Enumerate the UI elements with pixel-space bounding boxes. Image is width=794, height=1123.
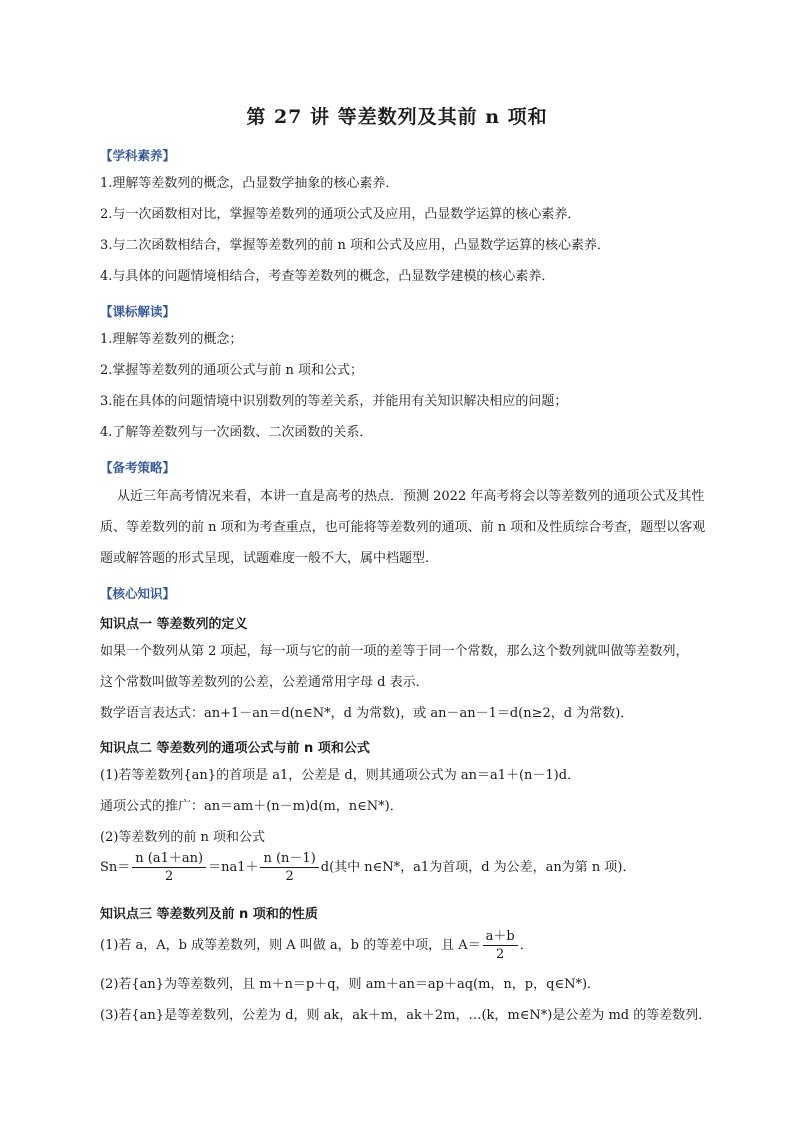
kp2-line: (2)等差数列的前 n 项和公式	[100, 830, 266, 845]
sum-formula-middle: ＝na1＋	[208, 860, 259, 875]
sum-formula-prefix: Sn＝	[100, 860, 131, 875]
middle-term-fraction	[483, 928, 518, 963]
beikao-paragraph-line: 质、等差数列的前 n 项和为考查重点，也可能将等差数列的通项、前 n 项和及性质综合考查，题型以客观	[100, 520, 706, 535]
fraction-denominator: 2	[285, 869, 294, 884]
section-heading-kebiao: 【课标解读】	[100, 304, 176, 319]
section-heading-hexin: 【核心知识】	[100, 586, 176, 601]
kebiao-item: 2.掌握等差数列的通项公式与前 n 项和公式；	[100, 363, 364, 378]
section-heading-beikao: 【备考策略】	[100, 460, 176, 475]
kp1-line: 数学语言表达式：an+1－an＝d(n∈N*，d 为常数)，或 an－an－1＝d(n≥2，d 为常数)．	[100, 706, 634, 721]
section-heading-xueke: 【学科素养】	[100, 148, 176, 163]
sum-formula	[100, 850, 636, 885]
beikao-paragraph-line: 从近三年高考情况来看，本讲一直是高考的热点．预测 2022 年高考将会以等差数列的通项公式及其性	[117, 489, 705, 504]
kp2-line: (1)若等差数列{an}的首项是 a1，公差是 d，则其通项公式为 an＝a1＋(n－1)d．	[100, 768, 581, 783]
xueke-item: 4.与具体的问题情境相结合，考查等差数列的概念，凸显数学建模的核心素养．	[100, 269, 555, 284]
fraction-denominator: 2	[165, 869, 174, 884]
beikao-paragraph-line: 题或解答题的形式呈现，试题难度一般不大，属中档题型.	[100, 551, 430, 566]
sum-formula-fraction-2	[260, 850, 318, 885]
kebiao-item: 3.能在具体的问题情境中识别数列的等差关系，并能用有关知识解决相应的问题；	[100, 394, 568, 409]
fraction-numerator: n (a1＋an)	[132, 850, 206, 868]
knowledge-point-title: 知识点三 等差数列及前 n 项和的性质	[100, 907, 318, 922]
kp3-line1-suffix: ．	[519, 938, 533, 953]
kp3-line	[100, 928, 533, 963]
fraction-numerator: n (n－1)	[260, 850, 318, 868]
kp1-line: 这个常数叫做等差数列的公差，公差通常用字母 d 表示．	[100, 675, 429, 690]
kp1-line: 如果一个数列从第 2 项起，每一项与它的前一项的差等于同一个常数，那么这个数列就叫做等差数列，	[100, 644, 689, 659]
xueke-item: 1.理解等差数列的概念，凸显数学抽象的核心素养．	[100, 176, 399, 191]
xueke-item: 3.与二次函数相结合，掌握等差数列的前 n 项和公式及应用，凸显数学运算的核心素养．	[100, 238, 611, 253]
kp3-line1-prefix: (1)若 a，A，b 成等差数列，则 A 叫做 a，b 的等差中项，且 A＝	[100, 938, 481, 953]
knowledge-point-title: 知识点二 等差数列的通项公式与前 n 项和公式	[100, 741, 370, 756]
sum-formula-suffix: d(其中 n∈N*，a1为首项，d 为公差，an为第 n 项)．	[320, 860, 636, 875]
sum-formula-fraction-1	[132, 850, 206, 885]
xueke-item: 2.与一次函数相对比，掌握等差数列的通项公式及应用，凸显数学运算的核心素养．	[100, 207, 581, 222]
kebiao-item: 1.理解等差数列的概念；	[100, 332, 243, 347]
knowledge-point-title: 知识点一 等差数列的定义	[100, 617, 248, 632]
kp3-line: (3)若{an}是等差数列，公差为 d，则 ak，ak＋m，ak＋2m，…(k，m∈N*)是公差为 md 的等差数列．	[100, 1008, 712, 1023]
fraction-numerator: a＋b	[483, 928, 518, 946]
fraction-denominator: 2	[496, 947, 505, 962]
page-title: 第 27 讲 等差数列及其前 n 项和	[246, 106, 548, 128]
kp2-line: 通项公式的推广：an＝am＋(n－m)d(m，n∈N*)．	[100, 799, 403, 814]
kebiao-item: 4.了解等差数列与一次函数、二次函数的关系．	[100, 425, 373, 440]
kp3-line: (2)若{an}为等差数列，且 m＋n＝p＋q，则 am＋an＝ap＋aq(m，n，p，q∈N*)．	[100, 977, 601, 992]
